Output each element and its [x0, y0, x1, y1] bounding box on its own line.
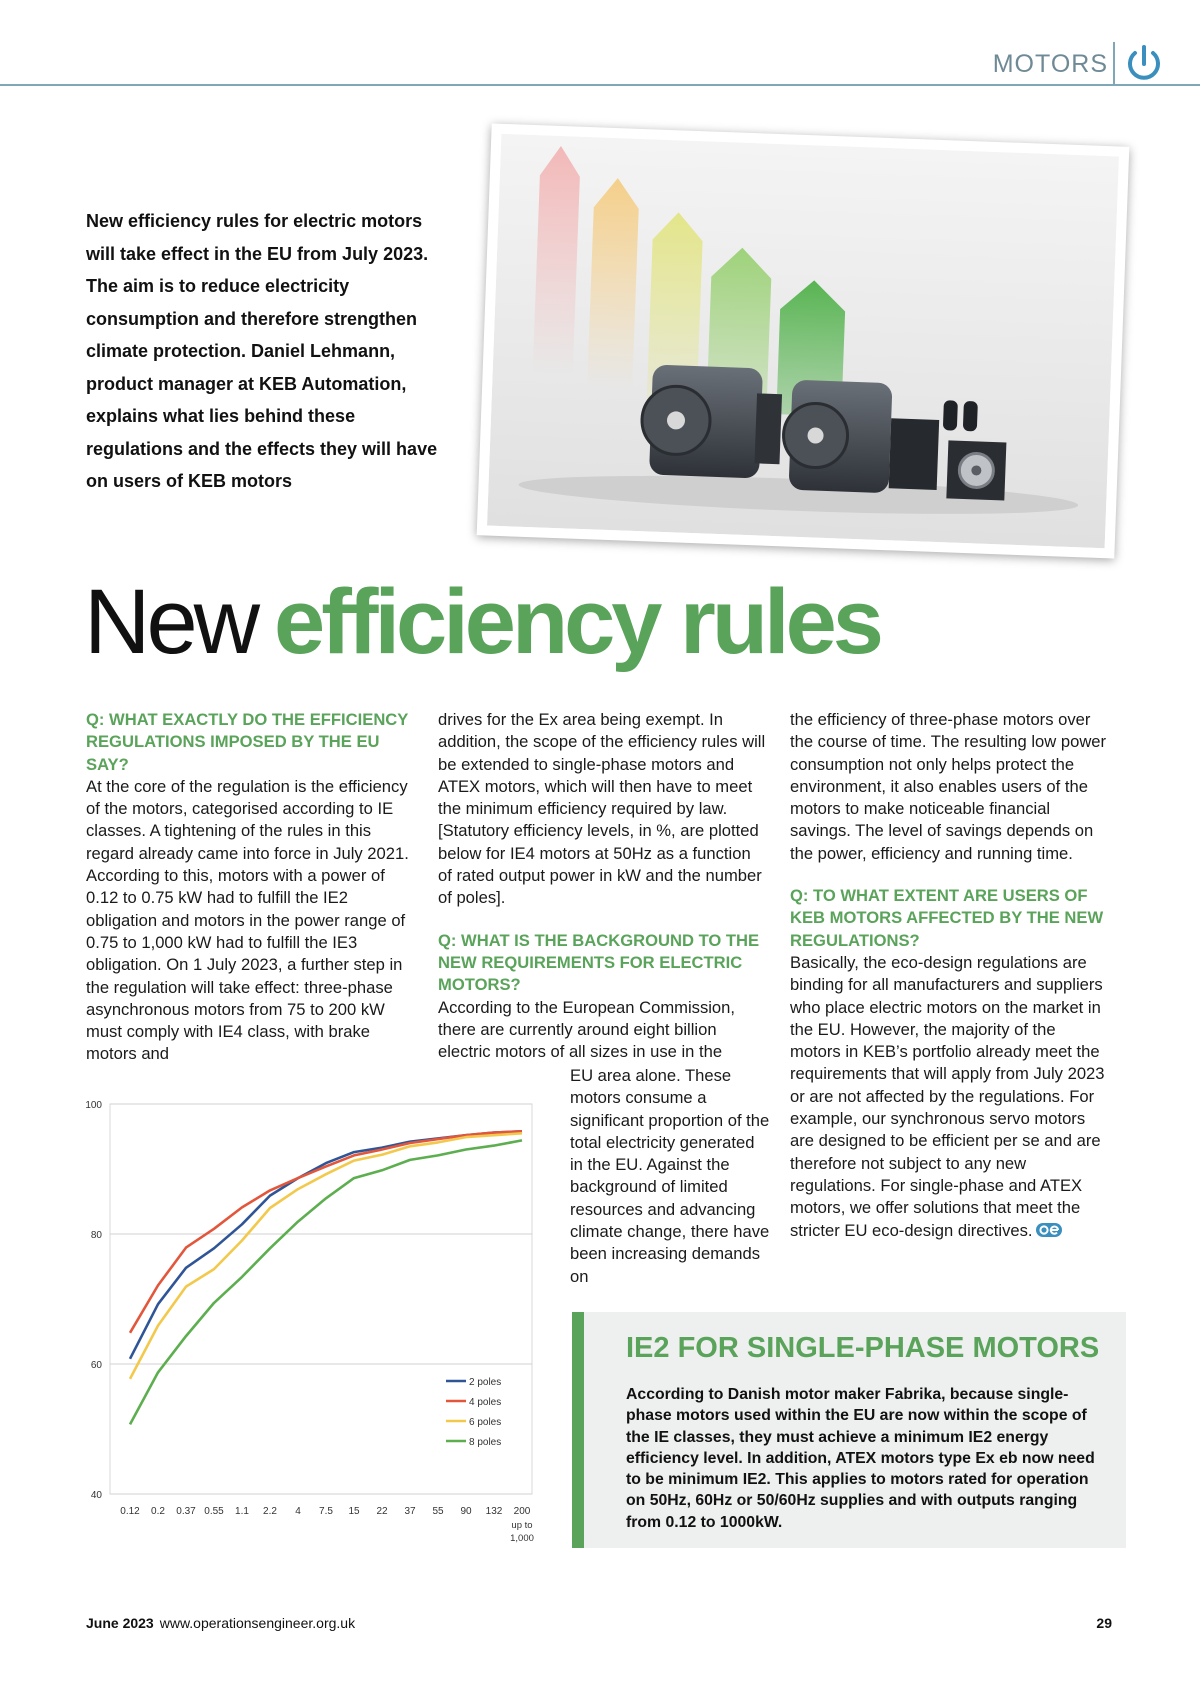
- x-tick-label: 2.2: [263, 1506, 277, 1517]
- footer-url: www.operationsengineer.org.uk: [159, 1615, 356, 1631]
- y-tick-label: 100: [85, 1100, 102, 1111]
- x-tick-label: 90: [460, 1506, 472, 1517]
- column-1: [86, 709, 421, 1066]
- power-icon: [1124, 44, 1164, 84]
- efficiency-chart: [82, 1084, 542, 1554]
- legend-label: 8 poles: [469, 1437, 502, 1448]
- column-2-continued: [570, 1065, 770, 1288]
- x-tick-label: 7.5: [319, 1506, 333, 1517]
- x-tick-label: 22: [376, 1506, 388, 1517]
- x-tick-label: 15: [348, 1506, 360, 1517]
- column-2: [438, 709, 768, 1063]
- x-tick-label: 0.12: [120, 1506, 140, 1517]
- question-3: Q: TO WHAT EXTENT ARE USERS OF KEB MOTORS AFFECTED BY THE NEW REGULATIONS?: [790, 886, 1104, 950]
- motors-illustration: [487, 134, 1119, 548]
- paragraph-1: At the core of the regulation is the efficiency of the motors, categorised according to IE classes. A tightening of the rules in this regard already came into force in July 2021. According to this, motors with a power of 0.12 to 0.75 kW had to fulfill the IE2 obligation and motors in the power range of 0.75 to 1,000 kW had to fulfill the IE3 obligation. On 1 July 2023, a further step in the regulation will take effect: three-phase asynchronous motors from 75 to 200 kW must comply with IE4 class, with brake motors and: [86, 776, 409, 1064]
- plot-area: [110, 1104, 532, 1494]
- x-tick-label: 0.37: [176, 1506, 196, 1517]
- paragraph-3a: According to the European Commission, there are currently around eight billion electric motors of all sizes in use in the: [438, 997, 735, 1062]
- x-tick-label: 4: [295, 1506, 301, 1517]
- x-tick-label: 0.55: [204, 1506, 224, 1517]
- oe-logo-icon: [1036, 1223, 1062, 1237]
- y-tick-label: 80: [90, 1230, 102, 1241]
- sidebar-title: IE2 FOR SINGLE-PHASE MOTORS: [626, 1332, 1100, 1364]
- section-divider: [1113, 42, 1115, 86]
- sidebar-body: According to Danish motor maker Fabrika, because single-phase motors used within the EU are now within the scope of the IE classes, they must achieve a minimum IE2 energy efficiency level. In addition, ATEX motors type Ex eb now need to be minimum IE2. This applies to motors rated for operation on 50Hz, 60Hz or 50/60Hz supplies and with outputs ranging from 0.12 to 1000kW.: [626, 1386, 1095, 1531]
- paragraph-5: [790, 952, 1110, 1242]
- x-tick-label: 55: [432, 1506, 444, 1517]
- question-1: Q: WHAT EXACTLY DO THE EFFICIENCY REGULATIONS IMPOSED BY THE EU SAY?: [86, 710, 409, 774]
- header-rule: [0, 84, 1200, 86]
- x-tick-label: 132: [485, 1506, 503, 1517]
- y-tick-label: 60: [90, 1360, 102, 1371]
- legend-label: 6 poles: [469, 1417, 502, 1428]
- standfirst: New efficiency rules for electric motors will take effect in the EU from July 2023. The aim is to reduce electricity consumption and therefore strengthen climate protection. Daniel Lehmann, product manager at KEB Automation, explains what lies behind these regulations and the effects they will have on users of KEB motors: [86, 211, 438, 491]
- y-tick-label: 40: [90, 1490, 102, 1501]
- headline-bold: efficiency rules: [274, 571, 880, 673]
- paragraph-5-text: Basically, the eco-design regulations are binding for all manufacturers and suppliers who place electric motors on the market in the EU. However, the majority of the motors in KEB’s portfolio already meet the requirements that will apply from July 2023 or are not affected by the regulations. For example, our synchronous servo motors are designed to be efficient per se and are therefore not subject to any new regulations. For single-phase and ATEX motors, we offer solutions that meet the stricter EU eco-design directives.: [790, 952, 1105, 1240]
- headline: [84, 572, 880, 672]
- page-number: 29: [1096, 1615, 1112, 1631]
- paragraph-2: drives for the Ex area being exempt. In addition, the scope of the efficiency rules will be extended to single-phase motors and ATEX motors, which will then have to meet the minimum efficiency required by law. [Statutory efficiency levels, in %, are plotted below for IE4 motors at 50Hz as a function of rated output power in kW and the number of poles].: [438, 710, 766, 908]
- paragraph-4: the efficiency of three-phase motors over the course of time. The resulting low power consumption not only helps protect the environment, it also enables users of the motors to make noticeable financial savings. The level of savings depends on the power, efficiency and running time.: [790, 710, 1107, 863]
- column-3: [790, 709, 1110, 1242]
- x-tick-note: up to: [511, 1520, 533, 1531]
- legend-label: 2 poles: [469, 1377, 502, 1388]
- motors-photo: [477, 123, 1130, 558]
- legend-label: 4 poles: [469, 1397, 502, 1408]
- section-label: MOTORS: [992, 50, 1108, 78]
- headline-light: New: [84, 571, 257, 673]
- question-2: Q: WHAT IS THE BACKGROUND TO THE NEW REQUIREMENTS FOR ELECTRIC MOTORS?: [438, 930, 760, 995]
- footer: [86, 1615, 355, 1631]
- sidebar-box: [572, 1312, 1126, 1548]
- paragraph-3b: EU area alone. These motors consume a significant proportion of the total electricity generated in the EU. Against the background of limited resources and advancing climate change, there have been increasing demands on: [570, 1066, 770, 1286]
- x-tick-note: 1,000: [510, 1533, 534, 1544]
- x-tick-label: 37: [404, 1506, 416, 1517]
- footer-date: June 2023: [86, 1615, 154, 1631]
- x-tick-label: 0.2: [151, 1506, 165, 1517]
- x-tick-label: 200: [513, 1506, 531, 1517]
- x-tick-label: 1.1: [235, 1506, 249, 1517]
